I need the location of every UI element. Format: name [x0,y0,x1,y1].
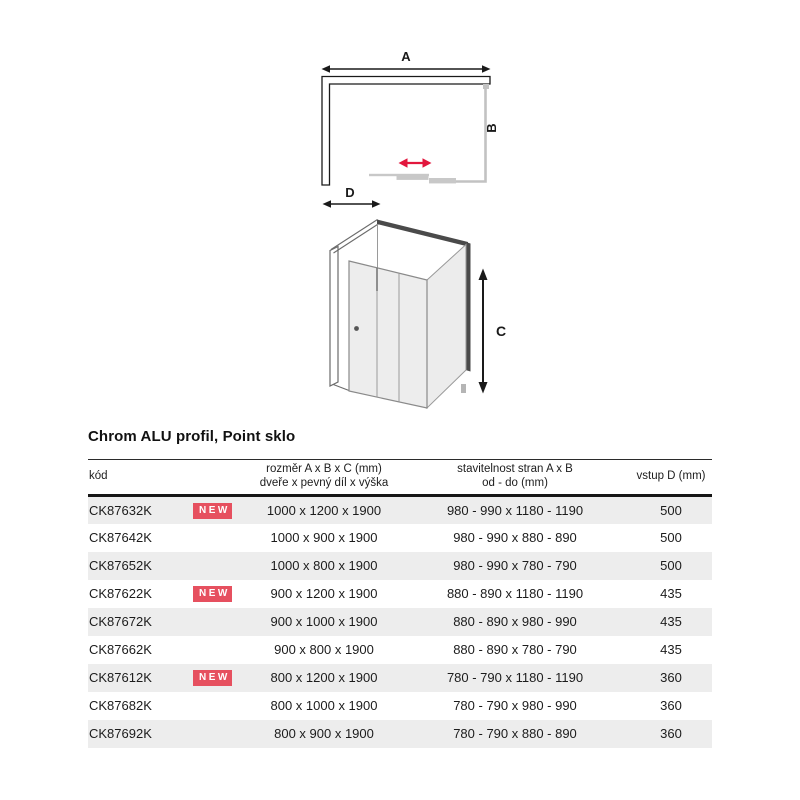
dim-c-arrow [479,269,488,394]
table-row [88,496,712,524]
dimension-value: 1000 x 900 x 1900 [270,530,378,545]
dimension-value: 800 x 1200 x 1900 [270,670,378,685]
badge-cell [190,664,248,692]
dimension-value: 900 x 800 x 1900 [274,642,374,657]
sliding-door-segments [369,174,456,184]
dim-d-label: D [345,185,355,200]
table-row [88,524,712,552]
header-badge-spacer [190,460,248,496]
floor-edge [332,384,349,391]
dim-a-arrow [322,65,491,72]
new-badge: NEW [193,503,232,519]
entry-value: 500 [660,530,682,545]
header-dimension: rozměr A x B x C (mm) dveře x pevný díl x výška [248,460,400,496]
entry-value: 435 [660,642,682,657]
wall-profile [322,77,490,186]
entry-value: 360 [660,670,682,685]
badge-cell [190,720,248,748]
header-code: kód [88,460,190,496]
dim-b-label: B [484,123,499,133]
table-row [88,608,712,636]
badge-cell [190,524,248,552]
adjustability-value: 980 - 990 x 1180 - 1190 [446,502,584,518]
table-row [88,720,712,748]
adjustability-value: 980 - 990 x 780 - 790 [453,558,577,573]
entry-value: 360 [660,726,682,741]
entry-value: 500 [660,502,682,518]
dim-a-label: A [401,49,411,64]
iso-view-diagram [330,220,506,409]
section-title: Chrom ALU profil, Point sklo [88,428,296,445]
entry-value: 500 [660,558,682,573]
adjustability-value: 880 - 890 x 1180 - 1190 [446,586,584,601]
product-code: CK87692K [89,726,152,741]
adjustability-value: 880 - 890 x 980 - 990 [453,614,577,629]
new-badge: NEW [193,586,232,602]
table-row [88,552,712,580]
dim-d-arrow [323,200,381,207]
door-knob [354,326,359,331]
top-right-rail [377,220,468,247]
front-door-panel [349,261,427,408]
table-row [88,664,712,692]
entry-value: 435 [660,614,682,629]
side-glass-panel [427,245,466,409]
product-code: CK87642K [89,530,152,545]
product-code: CK87652K [89,558,152,573]
adjustability-value: 780 - 790 x 980 - 990 [453,698,577,713]
dimension-value: 800 x 1000 x 1900 [270,698,378,713]
header-adjustability: stavitelnost stran A x B od - do (mm) [400,460,630,496]
product-code: CK87662K [89,642,152,657]
badge-cell [190,636,248,664]
badge-cell [190,580,248,608]
product-code: CK87682K [89,698,152,713]
adjustability-value: 780 - 790 x 1180 - 1190 [446,670,584,685]
left-wall-profile [330,247,338,387]
product-code: CK87672K [89,614,152,629]
badge-cell [190,692,248,720]
product-code: CK87612K [89,670,152,685]
dimension-value: 1000 x 800 x 1900 [270,558,378,573]
badge-cell [190,608,248,636]
dimension-value: 800 x 900 x 1900 [274,726,374,741]
badge-cell [190,496,248,524]
header-entry: vstup D (mm) [630,460,712,496]
adjustability-value: 980 - 990 x 880 - 890 [453,530,577,545]
slide-direction-arrow [399,158,432,167]
table-header [88,460,712,496]
new-badge: NEW [193,670,232,686]
dimension-value: 1000 x 1200 x 1900 [266,502,382,518]
dimension-value: 900 x 1000 x 1900 [270,614,378,629]
plan-view-diagram [322,49,500,208]
dimension-value: 900 x 1200 x 1900 [270,586,378,601]
product-spec-table [88,459,712,748]
badge-cell [190,552,248,580]
entry-value: 435 [660,586,682,601]
table-row [88,692,712,720]
product-code: CK87622K [89,586,152,601]
product-code: CK87632K [89,502,152,518]
entry-value: 360 [660,698,682,713]
adjustability-value: 880 - 890 x 780 - 790 [453,642,577,657]
table-row [88,636,712,664]
dim-c-label: C [495,323,507,339]
right-profile-foot [461,384,466,393]
table-row [88,580,712,608]
adjustability-value: 780 - 790 x 880 - 890 [453,726,577,741]
